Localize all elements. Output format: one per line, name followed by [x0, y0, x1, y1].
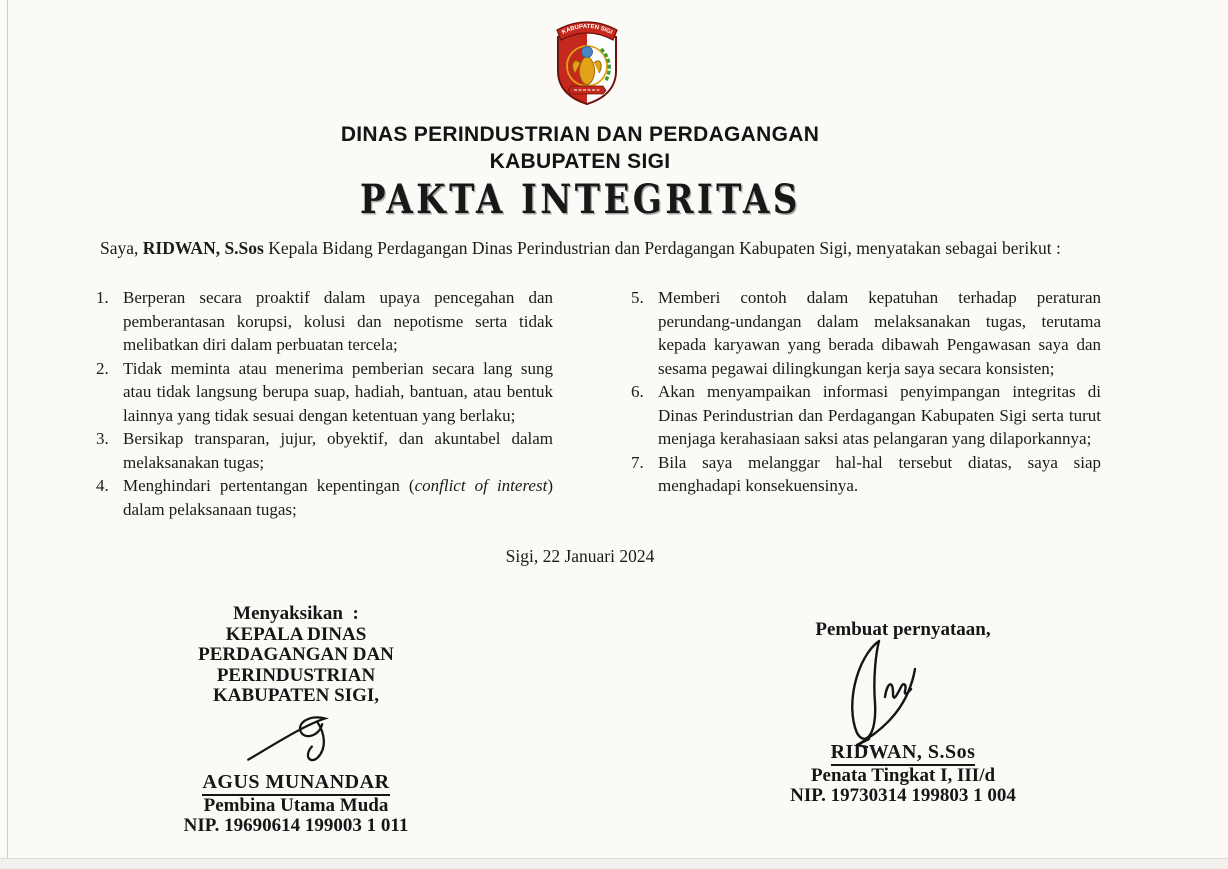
list-item-text — [123, 474, 553, 521]
list-item-number: 7. — [631, 452, 644, 472]
text-segment: Akan menyampaikan informasi penyimpangan integritas di Dinas Perindustrian dan Perdagangan Kabupaten Sigi serta turut menjaga kerahasiaan saksi atas pelangaran yang dilaporkannya; — [658, 382, 1101, 448]
text-segment: Kepala Bidang Perdagangan Dinas Perindustrian dan Perdagangan Kabupaten Sigi, menyatakan sebagai berikut : — [263, 238, 1061, 258]
list-item-text — [123, 427, 553, 474]
place-date-line: Sigi, 22 Januari 2024 — [505, 546, 655, 566]
org-name-line2: KABUPATEN SIGI — [489, 150, 671, 173]
list-item — [96, 357, 553, 428]
witness-nip: NIP. 19690614 199003 1 011 — [183, 814, 409, 836]
declarant-heading: Pembuat pernyataan, — [815, 619, 991, 640]
list-item — [631, 286, 1101, 380]
text-segment: Berperan secara proaktif dalam upaya pencegahan dan pemberantasan korupsi, kolusi dan nepotisme serta tidak melibatkan diri dalam perbuatan tercela; — [123, 288, 553, 354]
lake-circle — [582, 47, 593, 58]
declarant-name: RIDWAN, S.Sos — [725, 741, 1081, 763]
text-segment: Bila saya melanggar hal-hal tersebut diatas, saya siap menghadapi konsekuensinya. — [658, 452, 1101, 495]
list-item-text — [658, 380, 1101, 451]
witness-signature-block — [118, 604, 474, 836]
list-item-number: 3. — [96, 429, 109, 448]
witness-heading: Menyaksikan : — [233, 603, 359, 624]
document-title-wrap — [0, 176, 1160, 223]
declarant-rank: Penata Tingkat I, III/d — [810, 764, 996, 786]
list-item-text — [123, 357, 553, 428]
text-segment: Menghindari pertentangan kepentingan ( — [123, 476, 415, 495]
list-item — [96, 427, 553, 474]
org-header — [0, 121, 1160, 175]
list-item-number: 6. — [631, 382, 644, 401]
declarant-signature-scribble — [827, 635, 947, 757]
text-segment: Saya, — [100, 238, 143, 258]
motto-scroll — [568, 86, 606, 94]
witness-title-line-1: KEPALA DINAS — [225, 623, 367, 645]
list-item-number: 1. — [96, 288, 109, 307]
witness-signature-scribble — [241, 711, 351, 769]
text-segment: conflict of interest — [414, 476, 548, 495]
list-item — [96, 474, 553, 521]
text-segment: ) dalam pelaksanaan tugas; — [123, 476, 553, 519]
list-item — [631, 451, 1101, 498]
intro-paragraph — [100, 236, 1116, 261]
list-item-number: 2. — [96, 358, 109, 378]
document-title: PAKTA INTEGRITAS — [359, 176, 801, 223]
text-segment: Bersikap transparan, jujur, obyektif, dan akuntabel dalam melaksanakan tugas; — [123, 429, 553, 472]
text-segment: RIDWAN, S.Sos — [142, 238, 264, 258]
banner-text: KABUPATEN SIGI — [561, 23, 614, 36]
text-segment: Memberi contoh dalam kepatuhan terhadap peraturan perundang-undangan dalam melaksanakan tugas, terutama kepada karyawan yang berada dibawah Pengawasan saya dan sesama pegawai dilingkungan kerja saya secara konsisten; — [658, 288, 1101, 378]
witness-title-line-3: KABUPATEN SIGI, — [212, 685, 380, 706]
list-item-number: 5. — [631, 288, 644, 307]
statement-columns — [96, 286, 1101, 521]
list-item — [96, 286, 553, 357]
witness-name: AGUS MUNANDAR — [118, 771, 474, 793]
declarant-nip: NIP. 19730314 199803 1 004 — [790, 784, 1016, 806]
list-column-left — [96, 286, 553, 521]
list-column-right — [631, 286, 1101, 521]
kabupaten-sigi-emblem — [550, 19, 624, 107]
declarant-signature-block — [725, 620, 1081, 806]
list-item-text — [658, 451, 1101, 498]
text-segment: Tidak meminta atau menerima pemberian secara lang sung atau tidak langsung berupa suap, hadiah, bantuan, atau bentuk lainnya yang tidak sesuai dengan ketentuan yang berlaku; — [123, 358, 553, 425]
list-item-text — [123, 286, 553, 357]
witness-rank: Pembina Utama Muda — [203, 794, 389, 816]
org-name-line1: DINAS PERINDUSTRIAN DAN PERDAGANGAN — [340, 123, 820, 146]
witness-title-line-2: PERDAGANGAN DAN PERINDUSTRIAN — [198, 644, 394, 686]
list-item-number: 4. — [96, 476, 109, 495]
list-item-text — [658, 286, 1101, 380]
list-item — [631, 380, 1101, 451]
scan-edge-bottom — [0, 858, 1228, 869]
